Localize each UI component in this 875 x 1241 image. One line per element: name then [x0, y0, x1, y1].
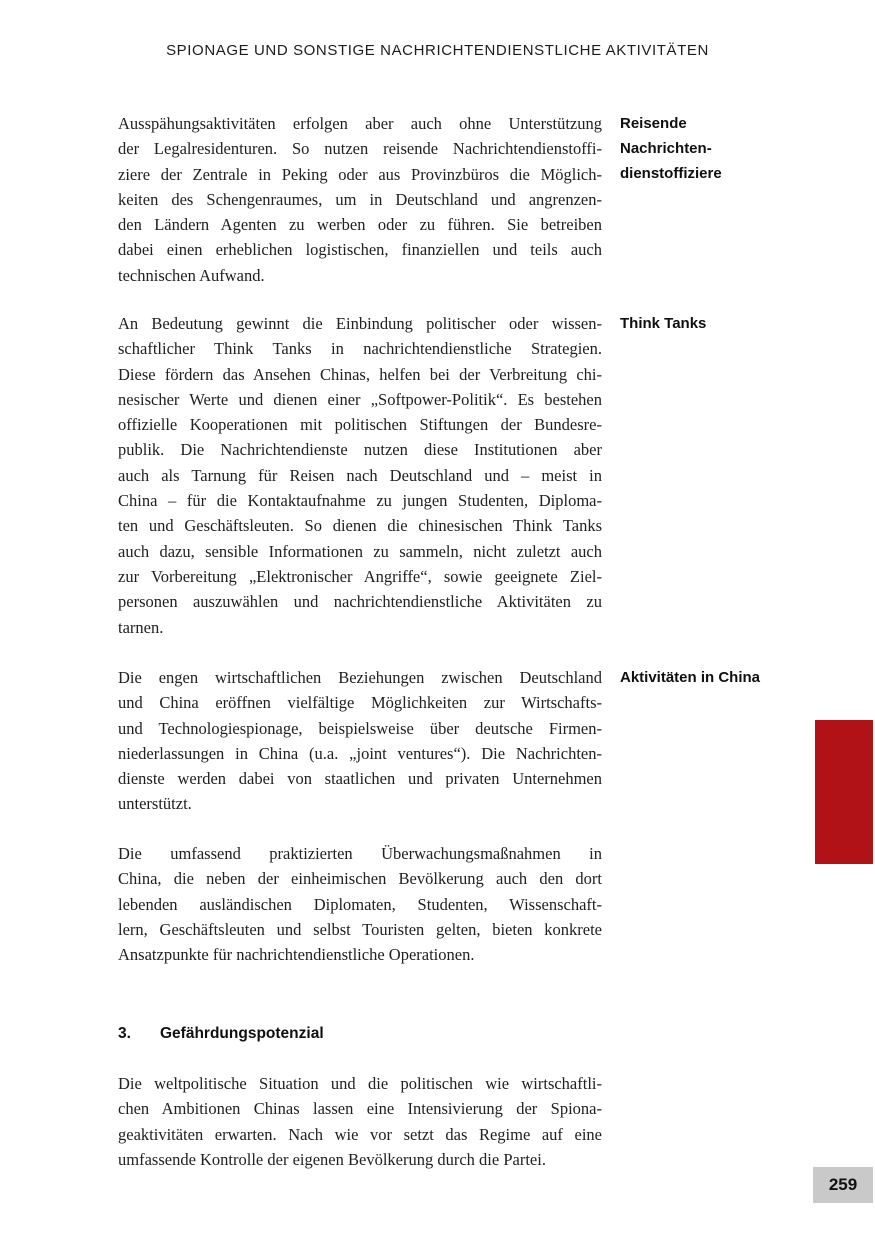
section-heading-number: 3. — [118, 1025, 131, 1042]
text-line: geaktivitäten erwarten. Nach wie vor setzt das Regime auf eine — [118, 1124, 602, 1144]
text-line: schaftlicher Think Tanks in nachrichtendienstliche Strategien. — [118, 339, 602, 359]
text-line: offizielle Kooperationen mit politischen Stiftungen der Bundesre- — [118, 415, 602, 435]
body-paragraph-2 — [118, 311, 602, 640]
text-line: keiten des Schengenraumes, um in Deutschland und angrenzen- — [118, 189, 602, 209]
text-line: ziere der Zentrale in Peking oder aus Provinzbüros die Möglich- — [118, 164, 602, 184]
margin-note-reisende-nachrichtendienstoffiziere — [620, 112, 830, 186]
running-header: SPIONAGE UND SONSTIGE NACHRICHTENDIENSTLICHE AKTIVITÄTEN — [166, 42, 709, 59]
text-line: nesischer Werte und dienen einer „Softpower-Politik“. Es bestehen — [118, 389, 602, 409]
text-line: Think Tanks — [620, 315, 707, 332]
text-line: Aktivitäten in China — [620, 669, 761, 686]
text-line: dienstoffiziere — [620, 164, 722, 182]
text-line: Ausspähungsaktivitäten erfolgen aber auch ohne Unterstützung — [118, 114, 602, 133]
text-line: Ansatzpunkte für nachrichtendienstliche Operationen. — [118, 945, 475, 965]
text-line: und Technologiespionage, beispielsweise über deutsche Firmen- — [118, 718, 602, 738]
text-line: China, die neben der einheimischen Bevölkerung auch den dort — [118, 869, 602, 889]
text-line: ten und Geschäftsleuten. So dienen die chinesischen Think Tanks — [118, 516, 602, 536]
body-paragraph-3 — [118, 665, 602, 817]
text-line: lern, Geschäftsleuten und selbst Touristen gelten, bieten konkrete — [118, 919, 602, 939]
text-line: China – für die Kontaktaufnahme zu jungen Studenten, Diploma- — [118, 491, 602, 511]
text-line: chen Ambitionen Chinas lassen eine Intensivierung der Spiona- — [118, 1099, 602, 1119]
text-line: auch dazu, sensible Informationen zu sammeln, nicht zuletzt auch — [118, 541, 602, 561]
text-line: Reisende — [620, 115, 687, 132]
body-paragraph-5 — [118, 1071, 602, 1172]
text-line: umfassende Kontrolle der eigenen Bevölkerung durch die Partei. — [118, 1149, 546, 1169]
section-heading — [118, 1021, 602, 1046]
text-line: Die umfassend praktizierten Überwachungsmaßnahmen in — [118, 844, 602, 863]
text-line: technischen Aufwand. — [118, 265, 265, 285]
text-line: An Bedeutung gewinnt die Einbindung politischer oder wissen- — [118, 314, 602, 333]
text-line: der Legalresidenturen. So nutzen reisende Nachrichtendienstoffi- — [118, 139, 602, 159]
text-line: lebenden ausländischen Diplomaten, Studenten, Wissenschaft- — [118, 894, 602, 914]
text-line: den Ländern Agenten zu werben oder zu führen. Sie betreiben — [118, 215, 602, 235]
text-line: Die engen wirtschaftlichen Beziehungen zwischen Deutschland — [118, 668, 602, 687]
text-line: personen auszuwählen und nachrichtendienstliche Aktivitäten zu — [118, 592, 602, 612]
text-line: Die weltpolitische Situation und die politischen wie wirtschaftli- — [118, 1074, 602, 1093]
text-line: publik. Die Nachrichtendienste nutzen diese Institutionen aber — [118, 440, 602, 460]
text-line: dabei einen erheblichen logistischen, finanziellen und teils auch — [118, 240, 602, 260]
body-paragraph-1 — [118, 111, 602, 288]
text-line: niederlassungen in China (u.a. „joint ventures“). Die Nachrichten- — [118, 743, 602, 763]
text-line: zur Vorbereitung „Elektronischer Angriffe“, sowie geeignete Ziel- — [118, 566, 602, 586]
margin-note-aktivitaeten-in-china — [620, 666, 830, 691]
text-line: dienste werden dabei von staatlichen und privaten Unternehmen — [118, 769, 602, 789]
page-number-box — [813, 1167, 873, 1203]
text-line: auch als Tarnung für Reisen nach Deutschland und – meist in — [118, 465, 602, 485]
section-heading-title: Gefährdungspotenzial — [160, 1025, 324, 1042]
chapter-marker-bar — [815, 720, 873, 864]
page-number: 259 — [828, 1175, 858, 1194]
text-line: Nachrichten- — [620, 139, 712, 157]
text-line: und China eröffnen vielfältige Möglichkeiten zur Wirtschafts- — [118, 693, 602, 713]
text-line: tarnen. — [118, 617, 164, 637]
body-paragraph-4 — [118, 841, 602, 967]
text-line: Diese fördern das Ansehen Chinas, helfen bei der Verbreitung chi- — [118, 364, 602, 384]
text-line: unterstützt. — [118, 794, 192, 814]
margin-note-think-tanks — [620, 312, 830, 337]
